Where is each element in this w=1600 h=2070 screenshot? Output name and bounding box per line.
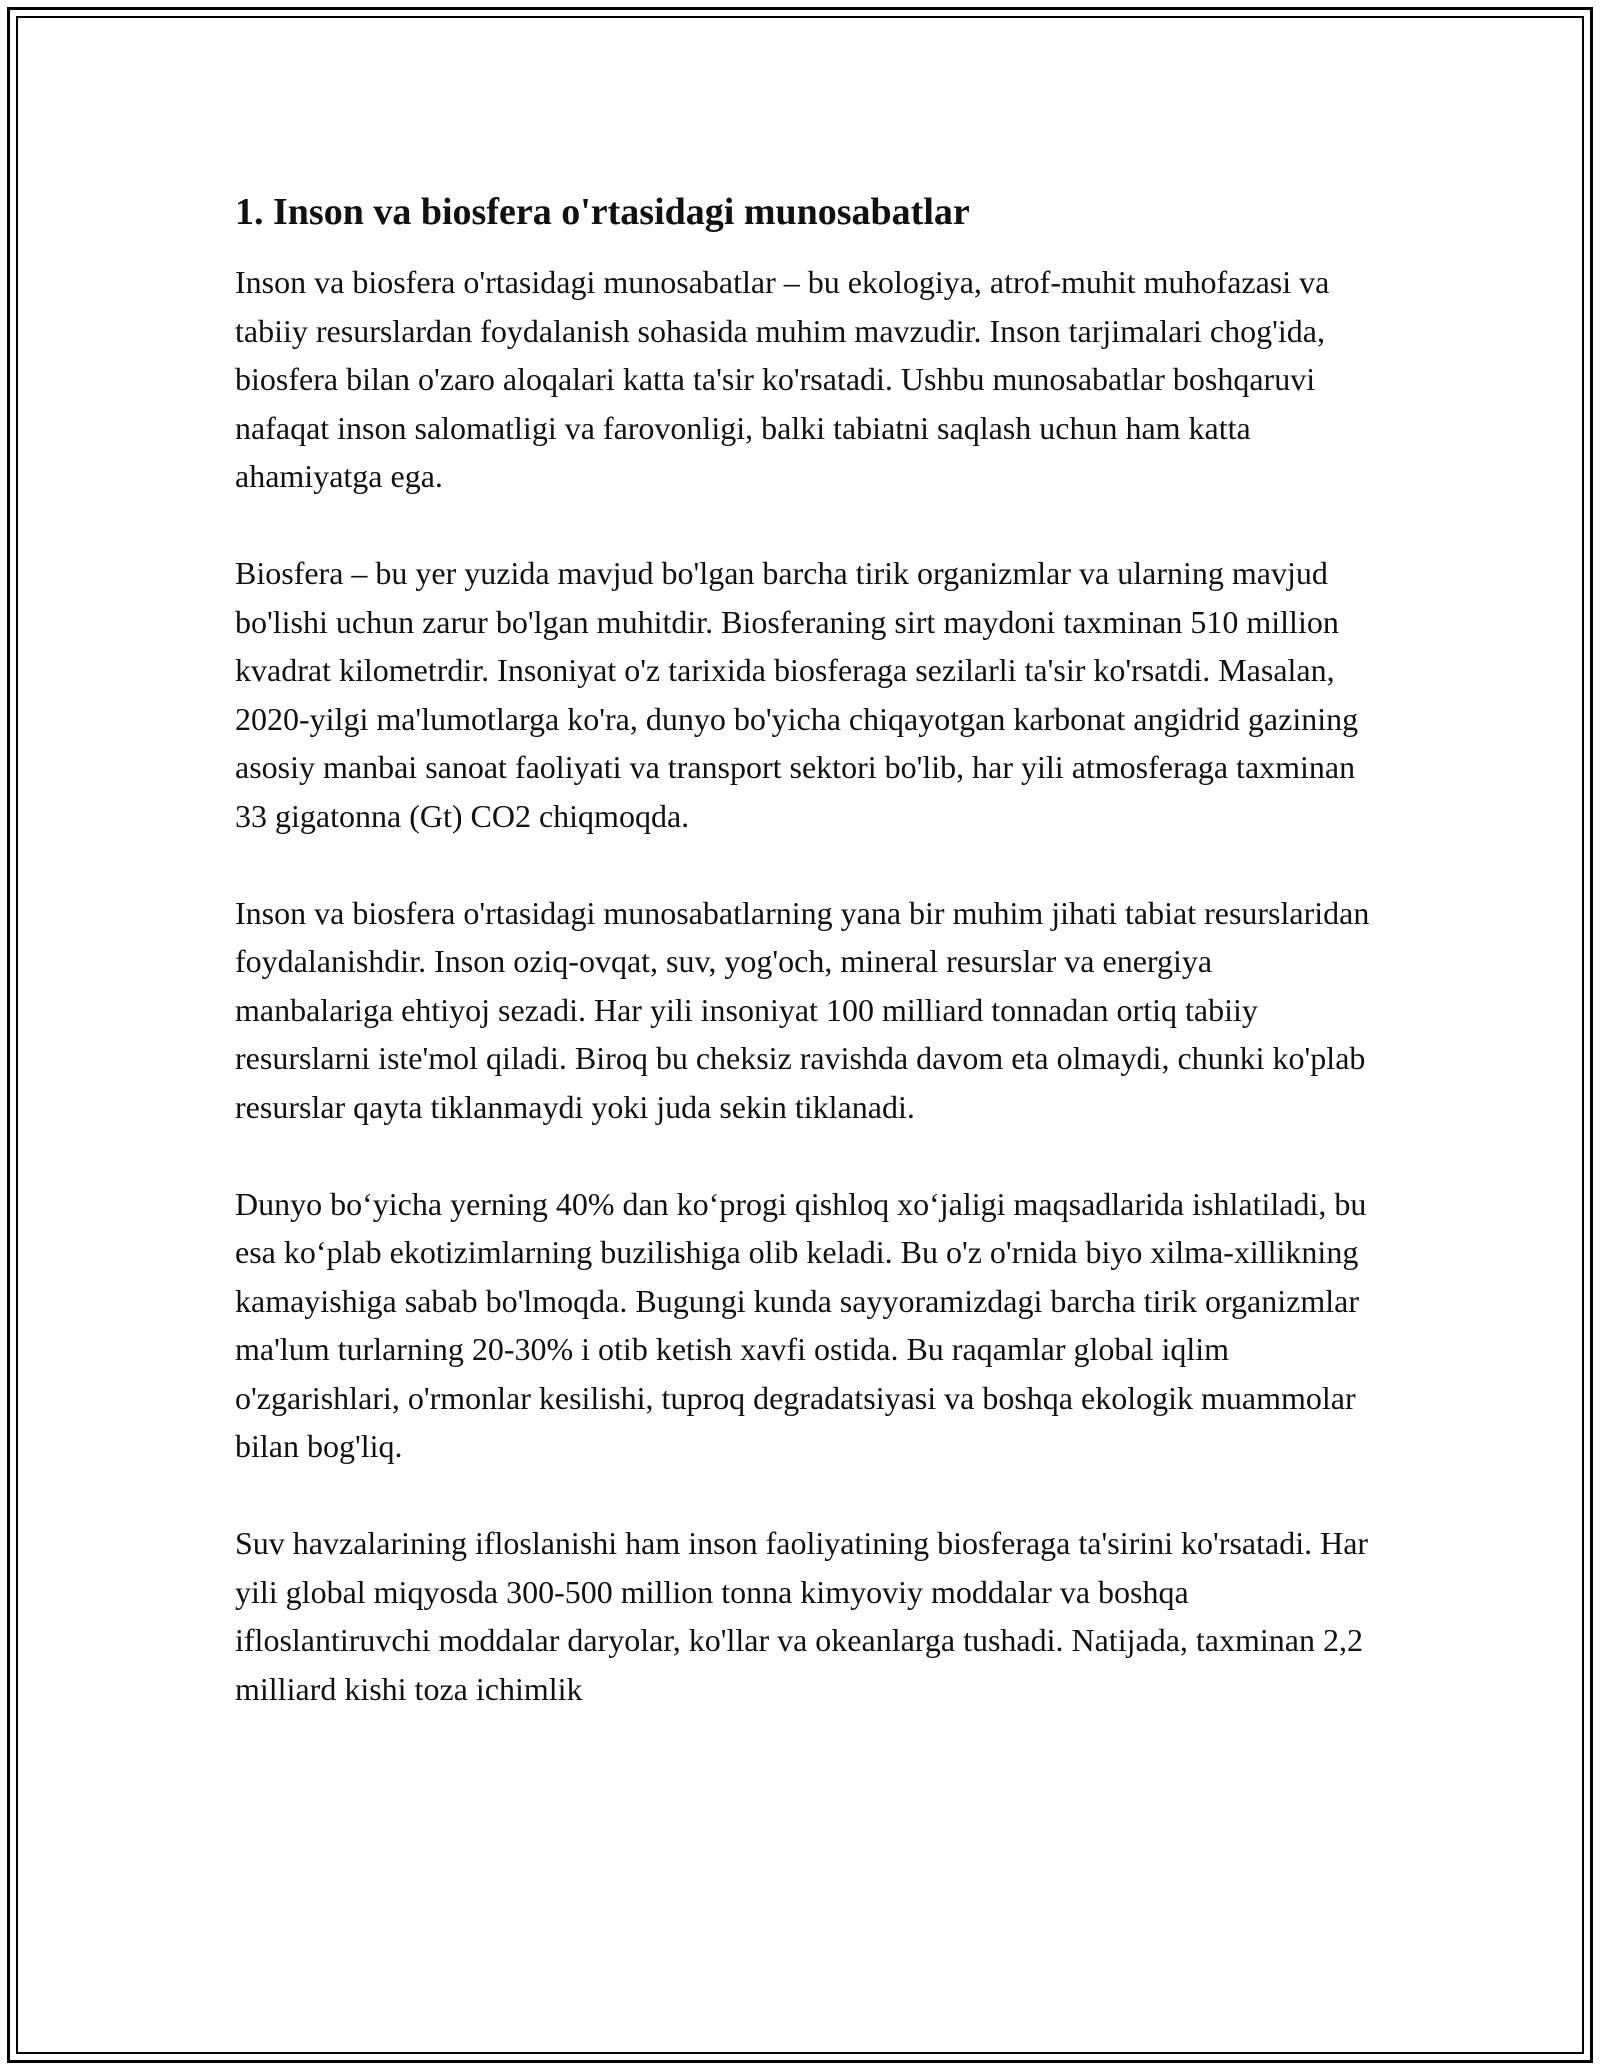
paragraph-biosphere: Biosfera – bu yer yuzida mavjud bo'lgan barcha tirik organizmlar va ularning mavjud bo'lishi uchun zarur bo'lgan muhitdir. Biosferaning sirt maydoni taxminan 510 million kvadrat kilometrdir. Insoniyat o'z tarixida biosferaga sezilarli ta'sir ko'rsatdi. Masalan, 2020-yilgi ma'lumotlarga ko'ra, dunyo bo'yicha chiqayotgan karbonat angidrid gazining asosiy manbai sanoat faoliyati va transport sektori bo'lib, har yili atmosferaga taxminan 33 gigatonna (Gt) CO2 chiqmoqda. [235,555,1359,834]
section-title: 1. Inson va biosfera o'rtasidagi munosabatlar [235,191,970,233]
paragraph-water-pollution: Suv havzalarining ifloslanishi ham inson faoliyatining biosferaga ta'sirini ko'rsatadi. Har yili global miqyosda 300-500 million tonna kimyoviy moddalar va boshqa ifloslantiruvchi moddalar daryolar, ko'llar va okeanlarga tushadi. Natijada, taxminan 2,2 milliard kishi toza ichimlik [235,1525,1369,1707]
paragraph-intro: Inson va biosfera o'rtasidagi munosabatlar – bu ekologiya, atrof-muhit muhofazasi va tabiiy resurslardan foydalanish sohasida muhim mavzudir. Inson tarjimalari chog'ida, biosfera bilan o'zaro aloqalari katta ta'sir ko'rsatadi. Ushbu munosabatlar boshqaruvi nafaqat inson salomatligi va farovonligi, balki tabiatni saqlash uchun ham katta ahamiyatga ega. [235,264,1330,494]
paragraph-resources: Inson va biosfera o'rtasidagi munosabatlarning yana bir muhim jihati tabiat resurslaridan foydalanishdir. Inson oziq-ovqat, suv, yog'och, mineral resurslar va energiya manbalariga ehtiyoj sezadi. Har yili insoniyat 100 milliard tonnadan ortiq tabiiy resurslarni iste'mol qiladi. Biroq bu cheksiz ravishda davom eta olmaydi, chunki ko'plab resurslar qayta tiklanmaydi yoki juda sekin tiklanadi. [235,894,1370,1125]
document-body [235,188,1375,1762]
paragraph-agriculture: Dunyo bo‘yicha yerning 40% dan ko‘progi qishloq xo‘jaligi maqsadlarida ishlatiladi, bu esa ko‘plab ekotizimlarning buzilishiga olib keladi. Bu o'z o'rnida biyo xilma-xillikning kamayishiga sabab bo'lmoqda. Bugungi kunda sayyoramizdagi barcha tirik organizmlar ma'lum turlarning 20-30% i otib ketish xavfi ostida. Bu raqamlar global iqlim o'zgarishlari, o'rmonlar kesilishi, tuproq degradatsiyasi va boshqa ekologik muammolar bilan bog'liq. [235,1185,1367,1464]
